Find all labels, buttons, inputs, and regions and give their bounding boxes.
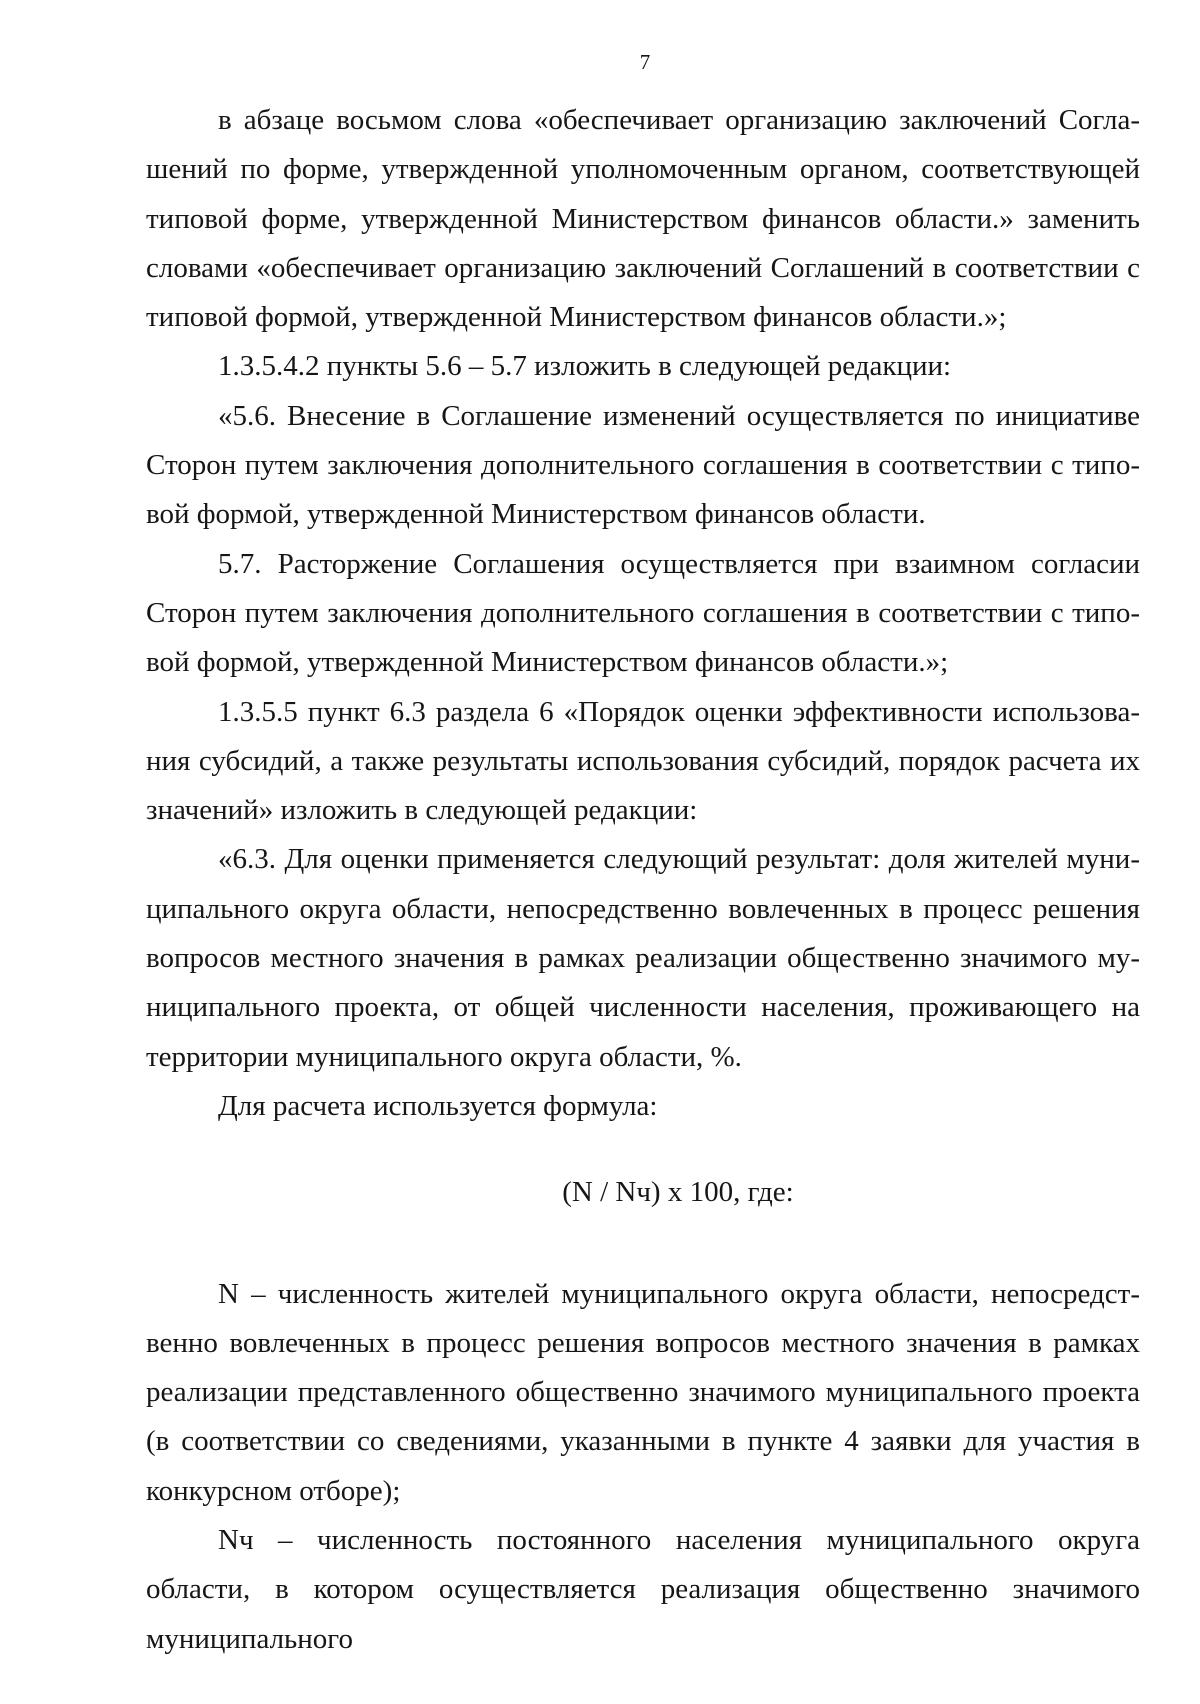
paragraph-clause-5-6: «5.6. Внесение в Соглашение изменений осуществляется по инициативе Сторон путем заключения дополнительного соглашения в соответствии с типовой формой, утвержденной Министерством финансов области. [146, 399, 1140, 531]
formula: (N / Nч) x 100, где: [562, 1176, 794, 1209]
definition-n: N – численность жителей муниципального округа области, непосредственно вовлеченных в процесс решения вопросов местного значения в рамках реализации представленного общественно значимого муниципального проекта (в соответствии со сведениями, указанными в пункте 4 заявки для участия в конкурсном отборе); [146, 1277, 1140, 1507]
paragraph-clause-6-3: «6.3. Для оценки применяется следующий результат: доля жителей муниципального округа области, непосредственно вовлеченных в процесс решения вопросов местного значения в рамках реализации общественно значимого муниципального проекта, от общей численности населения, проживающего на территории муниципального округа области, %. [146, 843, 1140, 1073]
paragraph-item-1-3-5-5: 1.3.5.5 пункт 6.3 раздела 6 «Порядок оценки эффективности использования субсидий, а также результаты использования субсидий, порядок расчета их значений» изложить в следующей редакции: [146, 695, 1140, 827]
paragraph-clause-5-7: 5.7. Расторжение Соглашения осуществляется при взаимном согласии Сторон путем заключения дополнительного соглашения в соответствии с типовой формой, утвержденной Министерством финансов области.»; [146, 547, 1140, 679]
document-body [146, 96, 1140, 1664]
paragraph-amendment-para-8: в абзаце восьмом слова «обеспечивает организацию заключений Соглашений по форме, утвержденной уполномоченным органом, соответствующей типовой форме, утвержденной Министерством финансов области.» заменить словами «обеспечивает организацию заключений Соглашений в соответствии с типовой формой, утвержденной Министерством финансов области.»; [146, 104, 1140, 334]
page-number: 7 [639, 50, 651, 74]
paragraph-item-1-3-5-4-2: 1.3.5.4.2 пункты 5.6 – 5.7 изложить в следующей редакции: [218, 350, 952, 383]
paragraph-formula-intro: Для расчета используется формула: [218, 1089, 658, 1122]
definition-nch: Nч – численность постоянного населения муниципального округа области, в котором осуществляется реализация общественно значимого муниципального [146, 1524, 1140, 1655]
